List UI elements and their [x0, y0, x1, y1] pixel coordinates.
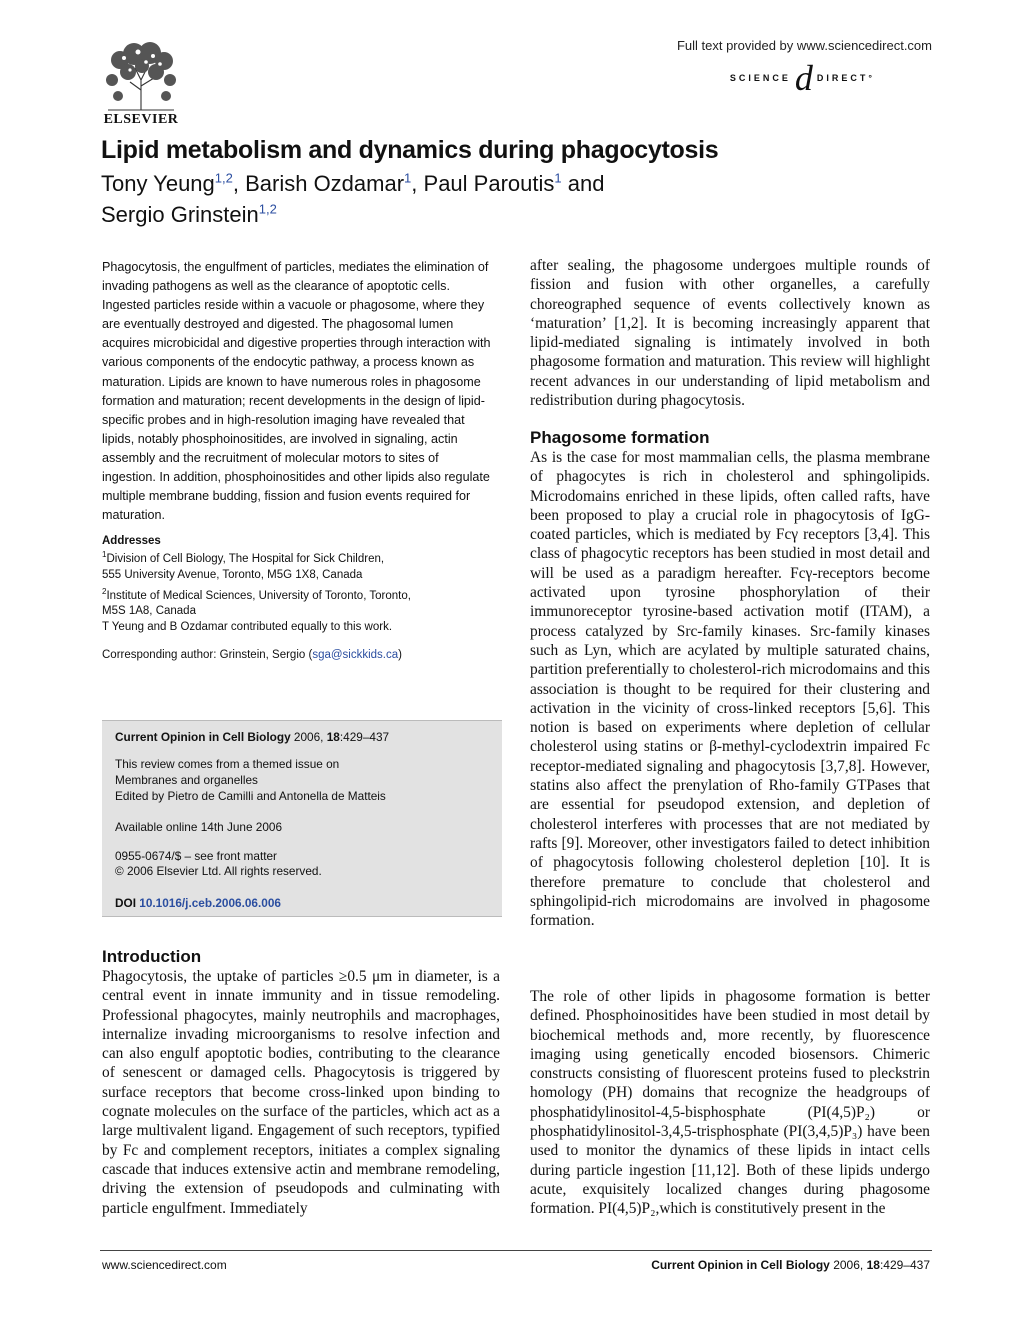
- address-line: Institute of Medical Sciences, University of Toronto, Toronto,: [106, 589, 411, 602]
- info-theme-intro: This review comes from a themed issue on: [115, 757, 340, 771]
- introduction-text: Phagocytosis, the uptake of particles ≥0.5 μm in diameter, is a central event in innate immunity and in tissue remodeling. Professional phagocytes, mainly neutrophils and macrophages, internalize invading microorganisms to resolve infection and can also engulf apoptotic bodies, contributing to the clearance of senescent or damaged cells. Phagocytosis is triggered by surface receptors that become cross-linked upon binding to cognate molecules on the surface of the particles, which act as a large multivalent ligand. Engagement of such receptors, typified by Fc and complement receptors, initiates a complex signaling cascade that induces extensive actin and membrane remodeling, driving the extension of pseudopods and culminating with particle engulfment. Immediately: [102, 968, 500, 1217]
- full-text-provider[interactable]: Full text provided by www.sciencedirect.com: [676, 38, 932, 53]
- info-journal: Current Opinion in Cell Biology: [115, 730, 291, 744]
- article-title: Lipid metabolism and dynamics during phagocytosis: [101, 136, 719, 164]
- address-marker: 2: [102, 586, 107, 596]
- article-info-box: [102, 720, 502, 917]
- footer-pages: :429–437: [879, 1258, 930, 1272]
- corresponding-author: [102, 649, 494, 661]
- doi-label: DOI: [115, 896, 136, 910]
- introduction-continued: after sealing, the phagosome undergoes multiple rounds of fission and fusion with other organelles, a carefully choreographed sequence of events collectively known as ‘maturation’ [1,2]. It is becoming increasingly apparent that lipid-mediated signaling is intimately involved in both phagosome formation and maturation. This review will highlight recent advances in our understanding of lipid metabolism and redistribution during phagocytosis.: [530, 257, 930, 410]
- info-year: 2006,: [293, 730, 324, 744]
- footer-journal: Current Opinion in Cell Biology: [651, 1258, 830, 1272]
- footer-website[interactable]: www.sciencedirect.com: [102, 1258, 227, 1272]
- author-affiliation[interactable]: 1,2: [214, 170, 233, 186]
- phagosome-formation-heading: Phagosome formation: [530, 428, 710, 447]
- sd-logo-right: DIRECT°: [816, 73, 875, 83]
- author-name: Paul Paroutis: [423, 171, 555, 196]
- info-editors: Edited by Pietro de Camilli and Antonella de Matteis: [115, 789, 386, 803]
- publisher-name: ELSEVIER: [103, 112, 179, 127]
- sciencedirect-logo: [730, 58, 875, 98]
- phagosome-formation-text: As is the case for most mammalian cells, the plasma membrane of phagocytes is rich in cholesterol and sphingolipids. Microdomains enriched in these lipids, often called rafts, have been proposed to play a crucial role in phagocytosis of IgG-coated particles, which is mediated by Fcγ receptors [3,4]. This class of phagocytic receptors has been studied in most detail and will be used as a paradigm hereafter. Fcγ-receptors become activated upon tyrosine phosphorylation of their immunoreceptor tyrosine-based activation motif (ITAM), a process catalyzed by Src-family kinases. Src-family kinases such as Lyn, which are acylated by multiple saturated chains, partition preferentially to cholesterol-rich microdomains and this association is thought to be required for their clustering and activation in the vicinity of cross-linked receptors [5,6]. This notion is based on experiments where depletion of cellular cholesterol using statins or β-methyl-cyclodextrin impaired Fc receptor-mediated signaling and phagocytosis [3,7,8]. However, statins also affect the prenylation of Rho-family GTPases that are essential for pseudopod extension, and depletion of cholesterol interferes with processes that are not mediated by rafts [9]. Moreover, other investigators failed to detect inhibition of phagocytosis following cholesterol depletion [10]. It is therefore premature to conclude that cholesterol and sphingolipid-rich microdomains are involved in phagosome formation.: [530, 449, 930, 930]
- info-issn: 0955-0674/$ – see front matter: [115, 849, 277, 863]
- info-citation: [115, 729, 389, 745]
- info-doi: [115, 895, 281, 911]
- equal-contribution-note: T Yeung and B Ozdamar contributed equally to this work.: [102, 620, 393, 633]
- footer-divider: [100, 1250, 932, 1251]
- info-pages: :429–437: [339, 730, 390, 744]
- footer-citation: [651, 1258, 930, 1272]
- author-conjunction: and: [567, 171, 605, 196]
- abstract-column: [102, 258, 494, 661]
- author-name: Sergio Grinstein: [101, 202, 259, 227]
- lipid-role-text: The role of other lipids in phagosome formation is better defined. Phosphoinositides have been studied in most detail by biochemical methods and, more recently, by fluorescence imaging using genetically encoded biosensors. Chimeric constructs consisting of fluorescent proteins fused to pleckstrin homology (PH) domains that recognize the headgroups of phosphatidylinositol-4,5-bisphosphate (PI(4,5)P₂) or phosphatidylinositol-3,4,5-trisphosphate (PI(3,4,5)P₃) have been used to monitor the dynamics of these lipids in intact cells during particle ingestion [11,12]. Both of these lipids undergo acute, exquisitely localized changes during phagosome formation. PI(4,5)P₂,which is constitutively present in the: [530, 988, 930, 1218]
- author-affiliation[interactable]: 1: [554, 170, 562, 186]
- author-name: Tony Yeung: [101, 171, 215, 196]
- address-1: [102, 547, 494, 583]
- footer-volume: 18: [866, 1258, 880, 1272]
- info-volume: 18: [326, 730, 340, 744]
- author-affiliation[interactable]: 1,2: [258, 201, 277, 217]
- sd-logo-d: d: [794, 58, 813, 98]
- addresses-heading: Addresses: [102, 535, 161, 548]
- info-theme-name: Membranes and organelles: [115, 773, 258, 787]
- sd-logo-left: SCIENCE: [729, 73, 791, 83]
- author-affiliation[interactable]: 1: [404, 170, 412, 186]
- address-2: [102, 584, 494, 620]
- address-marker: 1: [102, 550, 107, 560]
- abstract-text: Phagocytosis, the engulfment of particles, mediates the elimination of invading pathogens as well as the clearance of apoptotic cells. Ingested particles reside within a vacuole or phagosome, where they are eventually destroyed and digested. The phagosomal lumen acquires microbicidal and digestive properties through interaction with various components of the endocytic pathway, a process known as maturation. Lipids are known to have numerous roles in phagosome formation and maturation; recent developments in the design of lipid-specific probes and in high-resolution imaging have revealed that lipids, notably phosphoinositides, are involved in signaling, actin assembly and the recruitment of molecular motors to sites of ingestion. In addition, phosphoinositides and other lipids also regulate multiple membrane budding, fission and fusion events required for maturation.: [102, 260, 491, 523]
- footer-year: 2006,: [833, 1258, 864, 1272]
- corresponding-close: ): [398, 649, 402, 662]
- author-name: Barish Ozdamar: [245, 171, 405, 196]
- introduction-heading: Introduction: [102, 947, 202, 966]
- address-line: M5S 1A8, Canada: [102, 605, 196, 618]
- author-list: Tony Yeung$^{1,2}$, Barish Ozdamar$^1$, Paul Paroutis$^1$ and Sergio Grinstein$^{1,2}$: [101, 170, 605, 227]
- corresponding-email-link[interactable]: sga@sickkids.ca: [312, 649, 399, 662]
- info-copyright: © 2006 Elsevier Ltd. All rights reserved.: [115, 864, 322, 878]
- address-line: Division of Cell Biology, The Hospital for Sick Children,: [106, 553, 385, 566]
- info-available: Available online 14th June 2006: [115, 820, 283, 834]
- doi-link[interactable]: 10.1016/j.ceb.2006.06.006: [139, 896, 281, 910]
- corresponding-label: Corresponding author: Grinstein, Sergio (: [102, 649, 313, 662]
- address-line: 555 University Avenue, Toronto, M5G 1X8, Canada: [102, 568, 363, 581]
